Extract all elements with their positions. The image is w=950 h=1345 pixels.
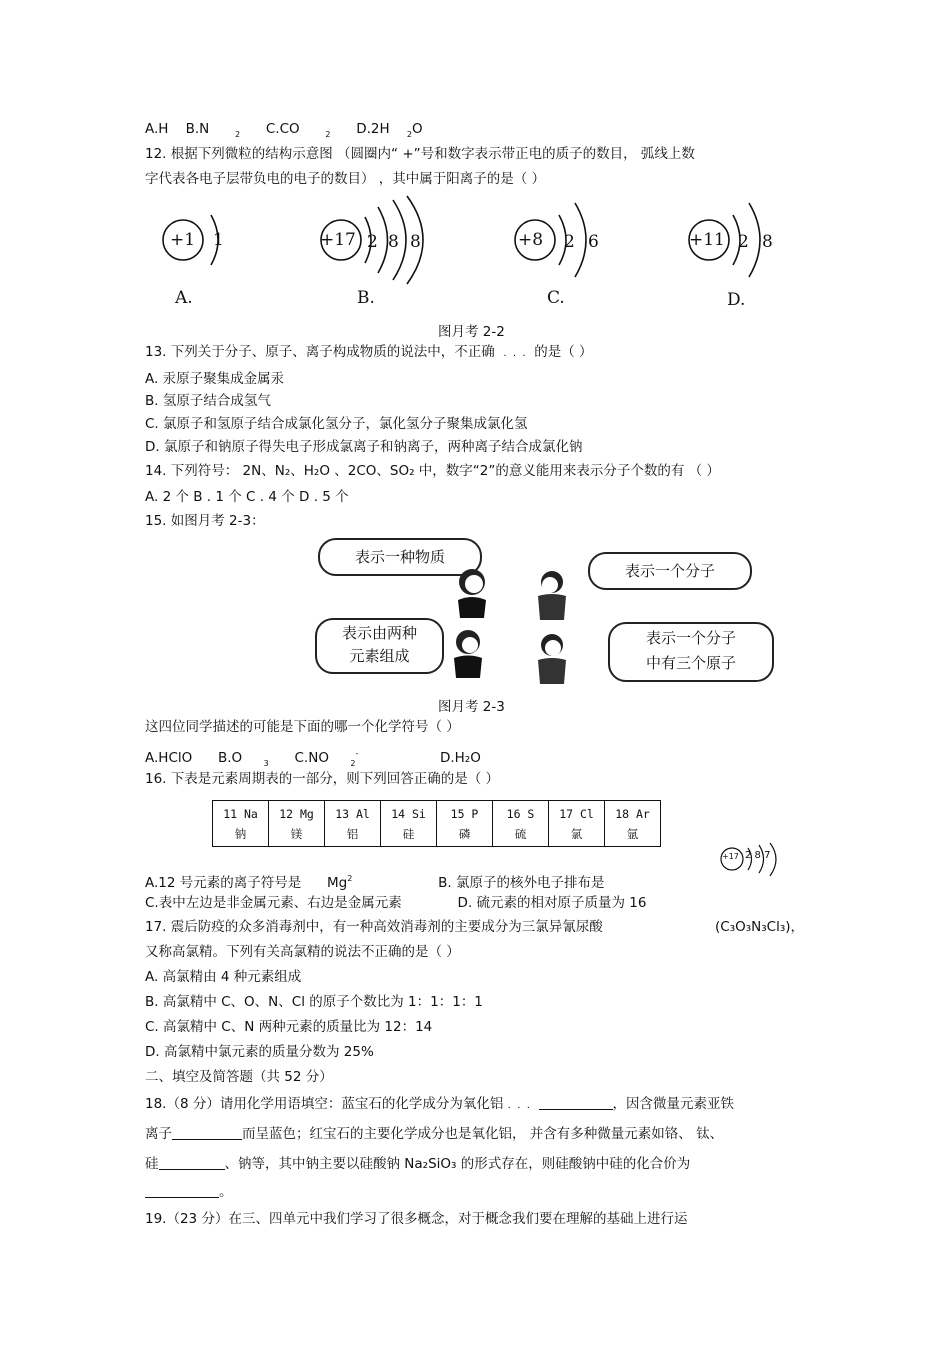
periodic-table-fragment: [212, 800, 661, 847]
atom-b-electron-shell-3: 8: [410, 232, 421, 252]
blank-ferrous-ion[interactable]: [172, 1125, 242, 1140]
blank-silicon[interactable]: [159, 1155, 225, 1170]
q17-option-d: D. 高氯精中氯元素的质量分数为 25%: [145, 1044, 374, 1060]
student-girl-top-left: [458, 569, 486, 618]
q13-option-b: B. 氢原子结合成氢气: [145, 393, 271, 409]
student-boy-bottom-right: [538, 634, 566, 684]
atom-a-nucleus: +1: [170, 230, 196, 250]
q17-line2: 又称高氯精。下列有关高氯精的说法不正确的是（ ）: [145, 944, 460, 960]
atom-d-electron-shell-2: 8: [762, 232, 773, 252]
blank-aluminum-oxide[interactable]: [539, 1095, 613, 1110]
atom-a-electron-shell: 1: [213, 230, 224, 250]
atom-c-nucleus: +8: [518, 230, 544, 250]
student-boy-top-right: [538, 571, 566, 620]
section-2-heading: 二、填空及简答题（共 52 分）: [145, 1069, 333, 1085]
atom-d-label: D.: [727, 290, 746, 310]
q18-line3: 硅 、钠等，其中钠主要以硅酸钠 Na₂SiO₃ 的形式存在，则硅酸钠中硅的化合价为: [145, 1156, 691, 1172]
atom-b-electron-shell-1: 2: [367, 232, 378, 252]
atom-c-label: C.: [547, 288, 565, 308]
q17-option-a: A. 高氯精由 4 种元素组成: [145, 969, 302, 985]
chlorine-mini-nucleus: +17: [722, 852, 739, 861]
element-cell-si: 14 Si 硅: [381, 801, 437, 847]
q16-options-cd: C.表中左边是非金属元素、右边是金属元素 D. 硫元素的相对原子质量为 16: [145, 895, 647, 911]
q13-option-c: C. 氯原子和氢原子结合成氯化氢分子，氯化氢分子聚集成氯化氢: [145, 416, 528, 432]
q17-line1: 17. 震后防疫的众多消毒剂中，有一种高效消毒剂的主要成分为三氯异氰尿酸: [145, 919, 603, 935]
q19-line1: 19.（23 分）在三、四单元中我们学习了很多概念，对于概念我们要在理解的基础上进行运: [145, 1211, 688, 1227]
atom-d-electron-shell-1: 2: [738, 232, 749, 252]
speech-bubble-three-atoms: 表示一个分子 中有三个原子: [608, 622, 774, 682]
speech-bubble-substance: 表示一种物质: [318, 538, 482, 576]
student-girl-bottom-left: [454, 630, 482, 678]
atom-a-label: A.: [175, 288, 193, 308]
q17-formula: (C₃O₃N₃Cl₃)，: [715, 919, 805, 935]
emphasis-dots: . . .: [507, 1100, 530, 1111]
q15-stem: 15. 如图月考 2-3：: [145, 513, 265, 529]
emphasis-dots: . . .: [503, 348, 526, 359]
blank-silicon-valence[interactable]: [145, 1183, 219, 1198]
q18-line2: 离子 而呈蓝色；红宝石的主要化学成分也是氧化铝， 并含有多种微量元素如铬、 钛、: [145, 1126, 724, 1142]
q15-options: A.HClO B.O $_3$ C.NO $_2$- D.H₂O: [145, 749, 481, 768]
element-cell-ar: 18 Ar 氩: [605, 801, 661, 847]
q13-option-a: A. 汞原子聚集成金属汞: [145, 371, 285, 387]
q18-line4: 。: [145, 1183, 233, 1201]
atom-c-electron-shell-2: 6: [588, 232, 599, 252]
speech-bubble-two-elements: 表示由两种 元素组成: [315, 618, 444, 674]
element-cell-s: 16 S 硫: [493, 801, 549, 847]
chlorine-mini-electrons: 2 8 7: [745, 850, 771, 861]
atom-b-nucleus: +17: [320, 230, 356, 250]
students-illustration: [440, 560, 590, 695]
element-cell-mg: 12 Mg 镁: [269, 801, 325, 847]
q14-stem: 14. 下列符号： 2N、N₂、H₂O 、2CO、SO₂ 中，数字“2”的意义能用来表示分子个数的有 （ ）: [145, 463, 720, 479]
q17-option-c: C. 高氯精中 C、N 两种元素的质量比为 12：14: [145, 1019, 433, 1035]
speech-bubble-molecule: 表示一个分子: [588, 552, 752, 590]
atom-d-nucleus: +11: [689, 230, 725, 250]
q16-stem: 16. 下表是元素周期表的一部分，则下列回答正确的是（ ）: [145, 771, 500, 787]
chlorine-atom-mini-diagram: [718, 843, 788, 879]
q15-question: 这四位同学描述的可能是下面的哪一个化学符号（ ）: [145, 719, 460, 735]
element-cell-na: 11 Na 钠: [213, 801, 269, 847]
q14-options: A. 2 个 B . 1 个 C . 4 个 D . 5 个: [145, 489, 349, 505]
figure-caption-2-3: 图月考 2-3: [438, 699, 505, 715]
element-cell-al: 13 Al 铝: [325, 801, 381, 847]
q17-option-b: B. 高氯精中 C、O、N、Cl 的原子个数比为 1：1：1：1: [145, 994, 483, 1010]
q13-stem: 13. 下列关于分子、原子、离子构成物质的说法中，不正确 . . . 的是（ ）: [145, 344, 593, 360]
atom-structure-diagrams: [145, 195, 805, 310]
figure-caption-2-2: 图月考 2-2: [438, 324, 505, 340]
q12-line2: 字代表各电子层带负电的电子的数目） ，其中属于阳离子的是（ ）: [145, 171, 546, 187]
atom-b-label: B.: [357, 288, 375, 308]
element-cell-p: 15 P 磷: [437, 801, 493, 847]
q11-options: A.H B.N $_2$ C.CO $_2$ D.2H $_2$O: [145, 121, 423, 139]
element-cell-cl: 17 Cl 氯: [549, 801, 605, 847]
q12-line1: 12. 根据下列微粒的结构示意图 （圆圈内“ +”号和数字表示带正电的质子的数目， 弧线上数: [145, 146, 695, 162]
q13-option-d: D. 氯原子和钠原子得失电子形成氯离子和钠离子，两种离子结合成氯化钠: [145, 439, 583, 455]
atom-c-electron-shell-1: 2: [564, 232, 575, 252]
q16-options-ab: A.12 号元素的离子符号是 Mg$^2$ B. 氯原子的核外电子排布是: [145, 874, 605, 891]
q18-line1: 18.（8 分）请用化学用语填空：蓝宝石的化学成分为氧化铝 . . . ，因含微量元素亚铁: [145, 1096, 735, 1112]
atom-b-electron-shell-2: 8: [388, 232, 399, 252]
